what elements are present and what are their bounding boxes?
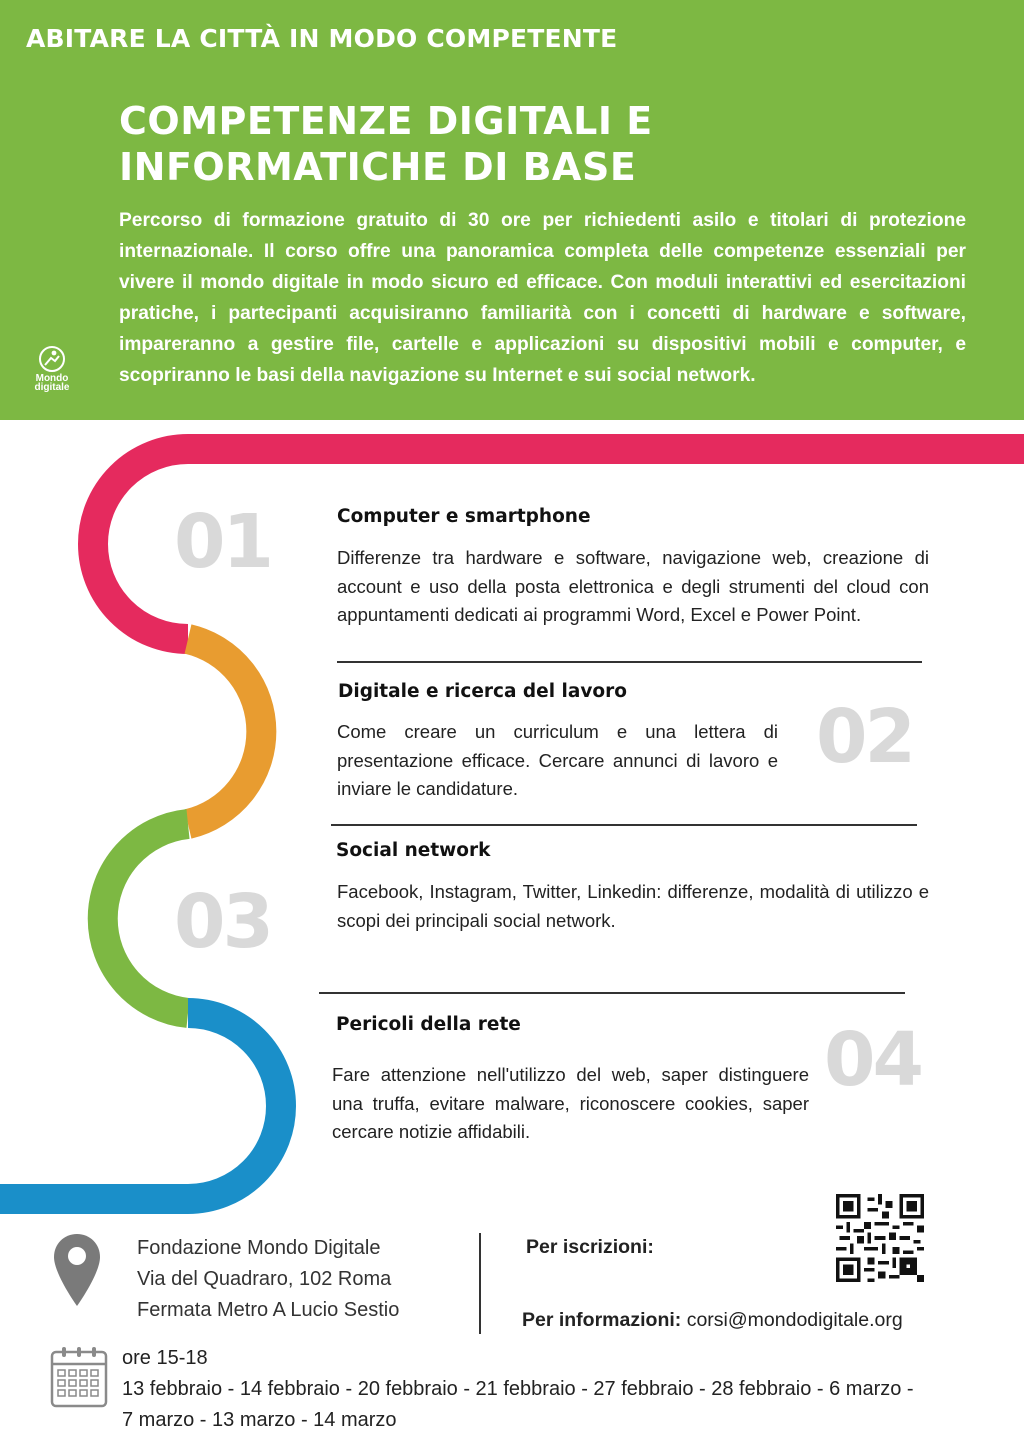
divider-02 [331,824,917,826]
module-text-01: Differenze tra hardware e software, navigazione web, creazione di account e uso della posta elettronica e degli strumenti del cloud con appuntamenti dedicati ai programmi Word, Excel e Power Point. [337,547,929,626]
divider-03 [319,992,905,994]
module-number-04: 04 [824,1017,921,1103]
address-line-2: Via del Quadraro, 102 Roma [137,1268,392,1290]
address-line-3: Fermata Metro A Lucio Sestio [137,1299,400,1321]
module-text-04: Fare attenzione nell'utilizzo del web, saper distinguere una truffa, evitare malware, riconoscere cookies, saper cercare notizie affidabili. [332,1064,809,1143]
qr-code[interactable] [836,1194,924,1282]
path-segment-blue [0,1013,281,1199]
schedule-dates-line-1: 13 febbraio - 14 febbraio - 20 febbraio - 21 febbraio - 27 febbraio - 28 febbraio - 6 marzo - [122,1378,914,1400]
contact-email[interactable]: corsi@mondodigitale.org [686,1309,903,1331]
map-pin-icon [52,1232,102,1308]
calendar-icon [50,1346,108,1408]
schedule-block [122,1343,1002,1436]
module-title-02: Digitale e ricerca del lavoro [338,681,627,702]
module-number-01: 01 [174,499,271,585]
module-title-01: Computer e smartphone [337,506,591,527]
informazioni-label: Per informazioni: [522,1309,682,1331]
intro-paragraph: Percorso di formazione gratuito di 30 ore per richiedenti asilo e titolari di protezione internazionale. Il corso offre una panoramica completa delle competenze essenziali per vivere il mondo digitale in modo sicuro ed efficace. Con moduli interattivi ed esercitazioni pratiche, i partecipanti acquisiranno familiarità con i concetti di hardware e software, impareranno a gestire file, cartelle e applicazioni su dispositivi mobili e computer, e scopriranno le basi della navigazione su Internet e sui social network. [119,210,966,386]
title-line-1: COMPETENZE DIGITALI E [119,99,653,143]
module-number-03: 03 [174,879,271,965]
eyebrow-title: ABITARE LA CITTÀ IN MODO COMPETENTE [26,24,618,53]
title-line-2: INFORMATICHE DI BASE [119,145,637,189]
module-number-02: 02 [816,694,913,780]
path-segment-orange [188,639,261,824]
address-line-1: Fondazione Mondo Digitale [137,1237,381,1259]
module-title-04: Pericoli della rete [336,1014,521,1035]
schedule-hours: ore 15-18 [122,1347,208,1369]
informazioni-line [522,1309,903,1332]
footer-divider [479,1233,481,1334]
module-title-03: Social network [336,840,491,861]
iscrizioni-label: Per iscrizioni: [526,1236,654,1258]
logo-text-2: digitale [34,382,70,393]
divider-01 [337,661,922,663]
module-text-02: Come creare un curriculum e una lettera di presentazione efficace. Cercare annunci di lavoro e inviare le candidature. [337,721,778,800]
logo-text-1: Mondo [35,373,69,384]
schedule-dates-line-2: 7 marzo - 13 marzo - 14 marzo [122,1409,397,1431]
address-block [137,1233,399,1326]
module-text-03: Facebook, Instagram, Twitter, Linkedin: differenze, modalità di utilizzo e scopi dei principali social network. [337,881,929,931]
